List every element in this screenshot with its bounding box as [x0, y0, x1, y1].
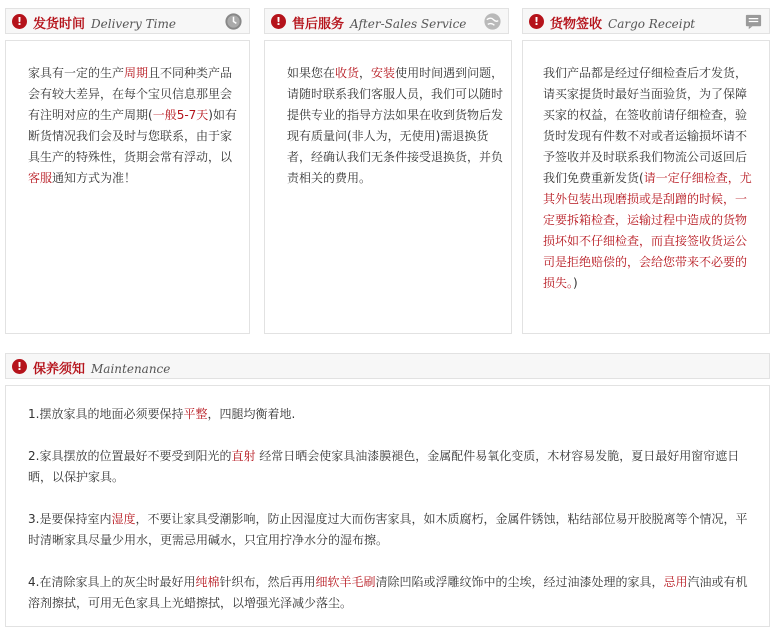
highlight-text: 请一定仔细检查，尤其外包装出现磨损或是刮蹭的时候，一定要拆箱检查，运输过程中造成的货物损坏如不仔细检查，而直接签收货运公司是拒绝赔偿的，会给您带来不必要的损失。 — [543, 171, 752, 290]
aftersales-header — [264, 8, 509, 34]
body-text: ，四腿均衡着地. — [207, 407, 296, 421]
highlight-text: 纯棉 — [195, 575, 220, 589]
highlight-text: 直射 — [231, 449, 256, 463]
delivery-panel — [5, 40, 250, 334]
message-icon — [744, 12, 763, 31]
body-text: 且不同种类产品会有较大差异，在每个宝贝信息那里会有注明对应的生产周期( — [28, 66, 233, 122]
body-text: 清除凹陷或浮雕纹饰中的尘埃，经过油漆处理的家具， — [375, 575, 664, 589]
aftersales-title: 售后服务 After-Sales Service — [292, 17, 467, 32]
maintenance-item — [28, 572, 750, 614]
highlight-text: 细软羊毛刷 — [315, 575, 376, 589]
delivery-title: 发货时间 Delivery Time — [33, 17, 176, 32]
body-text: 汽油或有机溶剂擦拭，可用无色家具上光蜡擦拭，以增强光泽减少落尘。 — [28, 575, 748, 610]
aftersales-text — [287, 63, 505, 189]
alert-icon: ! — [12, 359, 27, 374]
delivery-text — [28, 63, 238, 189]
body-text: ，不要让家具受潮影响，防止因湿度过大而伤害家具，如木质腐朽，金属件锈蚀，粘结部位易开胶脱离等个情况，平时清晰家具尽量少用水，更需忌用碱水，只宜用拧净水分的湿布擦。 — [28, 512, 748, 547]
clock-icon — [224, 12, 243, 31]
maintenance-title: 保养须知 Maintenance — [33, 362, 171, 377]
highlight-text: 忌用 — [663, 575, 688, 589]
highlight-text: 收货 — [335, 66, 360, 80]
body-text: 3.是要保持室内 — [28, 512, 112, 526]
delivery-title-en: Delivery Time — [91, 17, 176, 31]
body-text: 1.摆放家具的地面必须要保持 — [28, 407, 184, 421]
maintenance-item — [28, 509, 750, 551]
globe-icon — [483, 12, 502, 31]
highlight-text: 安装 — [371, 66, 396, 80]
body-text: 家具有一定的生产 — [28, 66, 125, 80]
maintenance-item — [28, 446, 750, 488]
maintenance-text — [28, 404, 750, 614]
body-text: ， — [359, 66, 372, 80]
body-text: 如果您在 — [287, 66, 336, 80]
body-text: 2.家具摆放的位置最好不要受到阳光的 — [28, 449, 232, 463]
receipt-text — [543, 63, 758, 294]
aftersales-panel — [264, 40, 512, 334]
body-text: 经常日晒会使家具油漆膜褪色，金属配件易氧化变质，木材容易发脆，夏日最好用窗帘遮日晒，以保护家具。 — [28, 449, 740, 484]
body-text: ) — [573, 276, 578, 290]
body-text: 使用时间遇到问题，请随时联系我们客服人员，我们可以随时提供专业的指导方法如果在收到货物后发现有质量问(非人为，无使用)需退换货者，经确认我们无条件接受退换货，并负责相关的费用。 — [287, 66, 504, 185]
receipt-title: 货物签收 Cargo Receipt — [550, 17, 696, 32]
body-text: 针织布，然后再用 — [219, 575, 316, 589]
receipt-panel — [522, 40, 770, 334]
highlight-text: 一般5-7天 — [152, 108, 209, 122]
receipt-header — [522, 8, 770, 34]
alert-icon: ! — [271, 14, 286, 29]
receipt-title-en: Cargo Receipt — [608, 17, 696, 31]
aftersales-title-en: After-Sales Service — [350, 17, 467, 31]
maintenance-title-en: Maintenance — [91, 362, 171, 376]
delivery-header — [5, 8, 250, 34]
maintenance-panel — [5, 385, 770, 627]
body-text: 我们产品都是经过仔细检查后才发货，请买家提货时最好当面验货，为了保障买家的权益，在签收前请仔细检查，验货时发现有件数不对或者运输损坏请不予签收并及时联系我们物流公司返回后我们免费重新发货( — [543, 66, 748, 185]
highlight-text: 湿度 — [111, 512, 136, 526]
highlight-text: 客服 — [28, 171, 53, 185]
body-text: 4.在清除家具上的灰尘时最好用 — [28, 575, 196, 589]
alert-icon: ! — [12, 14, 27, 29]
highlight-text: 周期 — [124, 66, 149, 80]
body-text: 通知方式为准！ — [52, 171, 137, 185]
maintenance-header — [5, 353, 770, 379]
maintenance-item — [28, 404, 750, 425]
alert-icon: ! — [529, 14, 544, 29]
highlight-text: 平整 — [183, 407, 208, 421]
body-text: )如有断货情况我们会及时与您联系，由于家具生产的特殊性，货期会常有浮动，以 — [28, 108, 237, 164]
